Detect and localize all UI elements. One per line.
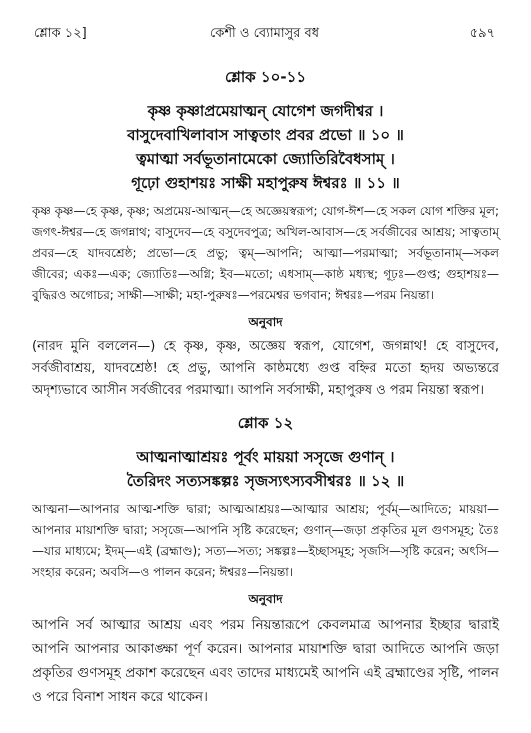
sanskrit-line: আত্মনাত্মাশ্রয়ঃ পূর্বং মায়য়া সসৃজে গুণান্ । — [136, 448, 395, 466]
word-synonyms: কৃষ্ণ কৃষ্ণ—হে কৃষ্ণ, কৃষ্ণ; অপ্রমেয়-আত্মন্—হে অজ্ঞেয়স্বরূপ; যোগ-ঈশ—হে সকল যোগ শক্তির মূল; জগৎ-ঈশ্বর—হে জগন্নাথ; বাসুদেব—হে বসুদেবপুত্র; অখিল-আবাস—হে সর্বজীবের আশ্রয়; সাত্বতাম্ প্রবর—হে যাদবশ্রেষ্ঠ; প্রভো—হে প্রভু; ত্বম্—আপনি; আত্মা—পরমাত্মা; সর্বভূতানাম্—সকল জীবের; একঃ—এক; জ্যোতিঃ—অগ্নি; ইব—মতো; এধসাম্—কাষ্ঠ মধ্যস্থ; গূঢ়ঃ—গুপ্ত; গুহাশয়ঃ—বুদ্ধিরও অগোচর; সাক্ষী—সাক্ষী; মহা-পুরুষঃ—পরমেশ্বর ভগবান; ঈশ্বরঃ—পরম নিয়ন্তা। — [32, 204, 499, 302]
word-synonyms: আত্মনা—আপনার আত্ম-শক্তি দ্বারা; আত্মআশ্রয়ঃ—আত্মার আশ্রয়; পূর্বম্—আদিতে; মায়য়া—আপনার মায়াশক্তি দ্বারা; সসৃজে—আপনি সৃষ্টি করেছেন; গুণান্—জড়া প্রকৃতির মূল গুণসমূহ; তৈঃ—যার মাধ্যমে; ইদম্—এই (ব্রহ্মাণ্ড); সত্য—সত্য; সঙ্কল্পঃ—ইচ্ছাসমূহ; সৃজসি—সৃষ্টি করেন; অৎসি—সংহার করেন; অবসি—ও পালন করেন; ঈশ্বরঃ—নিয়ন্তা। — [32, 502, 499, 579]
page-content — [32, 62, 499, 709]
header-chapter-title: কেশী ও ব্যোমাসুর বধ — [209, 26, 320, 41]
sanskrit-line: ত্বমাত্মা সর্বভূতানামেকো জ্যোতিরিবৈধসাম্ । — [136, 150, 395, 168]
sanskrit-line: তৈরিদং সত্যসঙ্কল্পঃ সৃজস্যৎস্যবসীশ্বরঃ ॥ ১২ ॥ — [126, 472, 405, 490]
sanskrit-line: বাসুদেবাখিলাবাস সাত্বতাং প্রবর প্রভো ॥ ১০ ॥ — [127, 126, 404, 144]
sanskrit-line: কৃষ্ণ কৃষ্ণাপ্রমেয়াত্মন্ যোগেশ জগদীশ্বর । — [147, 102, 384, 120]
translation-text: (নারদ মুনি বললেন—) হে কৃষ্ণ, কৃষ্ণ, অজ্ঞেয় স্বরূপ, যোগেশ, জগন্নাথ! হে বাসুদেব, সর্বজীবাশ্রয়, যাদবশ্রেষ্ঠ! হে প্রভু, আপনি কাষ্ঠমধ্যে গুপ্ত বহ্নির মতো হৃদয় অভ্যন্তরে অদৃশ্যভাবে আসীন সর্বজীবের পরমাত্মা। আপনি সর্বসাক্ষী, মহাপুরুষ ও পরম নিয়ন্তা স্বরূপ। — [32, 339, 499, 398]
verse-heading: শ্লোক ১০-১১ — [224, 68, 307, 86]
page-number: ৫৯৭ — [469, 26, 495, 41]
translation-text: আপনি সর্ব আত্মার আশ্রয় এবং পরম নিয়ন্তারূপে কেবলমাত্র আপনার ইচ্ছার দ্বারাই আপনি আপনার আকাঙ্ক্ষা পূর্ণ করেন। আপনার মায়াশক্তি দ্বারা আদিতে আপনি জড়া প্রকৃতির গুণসমূহ প্রকাশ করেছেন এবং তাদের মাধ্যমেই আপনি এই ব্রহ্মাণ্ডের সৃষ্টি, পালন ও পরে বিনাশ সাধন করে থাকেন। — [32, 617, 499, 705]
sanskrit-verse — [32, 445, 499, 493]
sanskrit-verse — [32, 99, 499, 195]
header-verse-ref: শ্লোক ১২] — [34, 26, 87, 41]
translation-heading: অনুবাদ — [248, 592, 283, 606]
sanskrit-line: গূঢ়ো গুহাশয়ঃ সাক্ষী মহাপুরুষ ঈশ্বরঃ ॥ ১১ ॥ — [131, 174, 400, 192]
translation-heading: অনুবাদ — [248, 315, 283, 329]
running-header — [32, 24, 497, 46]
verse-heading: শ্লোক ১২ — [237, 414, 294, 432]
